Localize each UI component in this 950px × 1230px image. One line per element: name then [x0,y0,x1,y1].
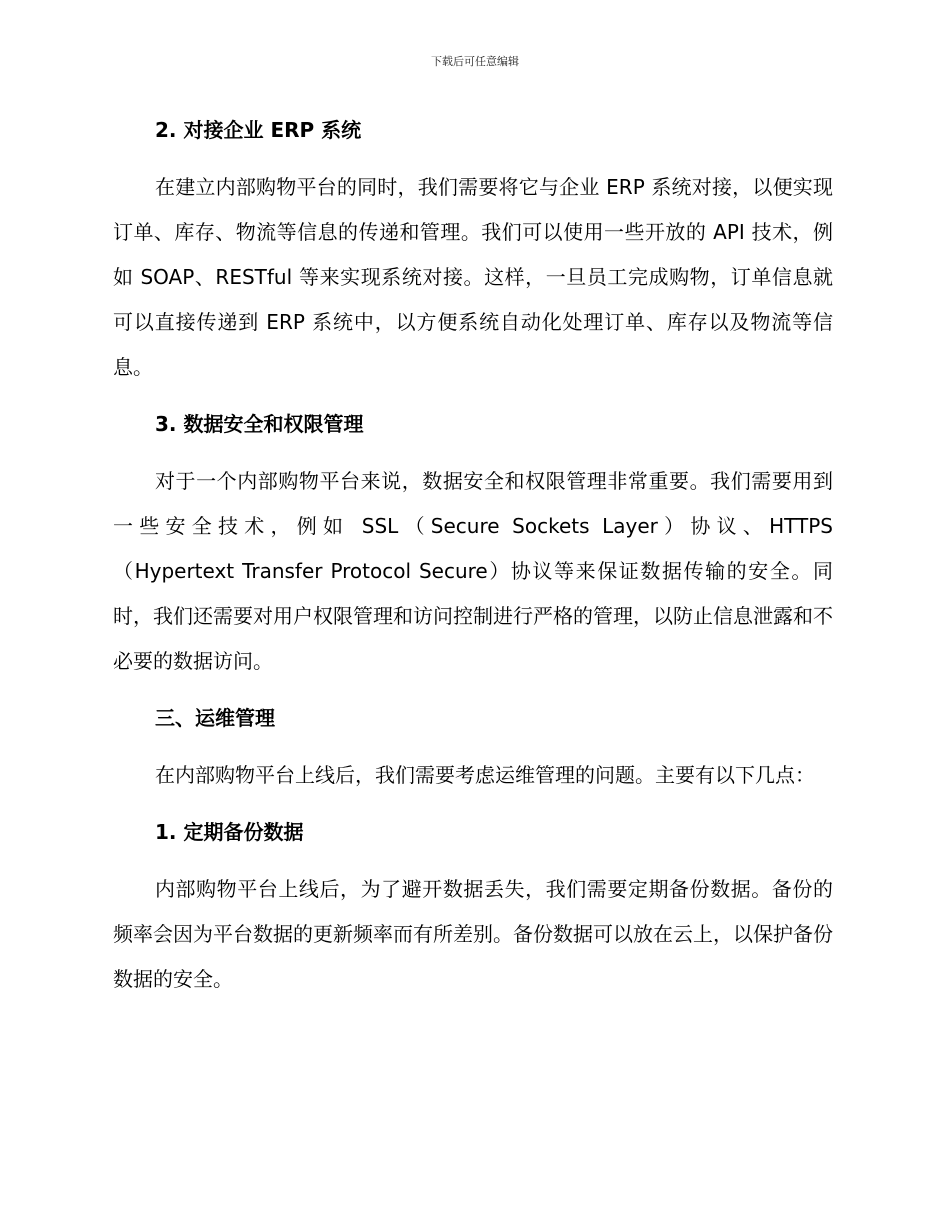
section-heading-operations: 三、运维管理 [155,706,275,730]
section-paragraph-erp: 在建立内部购物平台的同时，我们需要将它与企业 ERP 系统对接，以便实现订单、库存、物流等信息的传递和管理。我们可以使用一些开放的 API 技术，例如 SOAP、RESTful 等来实现系统对接。这样，一旦员工完成购物，订单信息就可以直接传递到 ERP 系统中，以方便系统自动化处理订单、库存以及物流等信息。 [113,175,833,379]
section-paragraph-operations: 在内部购物平台上线后，我们需要考虑运维管理的问题。主要有以下几点： [155,763,815,787]
section-paragraph-security: 对于一个内部购物平台来说，数据安全和权限管理非常重要。我们需要用到一些安全技术，例如 SSL（Secure Sockets Layer）协议、HTTPS（Hypertext Transfer Protocol Secure）协议等来保证数据传输的安全。同时，我们还需要对用户权限管理和访问控制进行严格的管理，以防止信息泄露和不必要的数据访问。 [113,469,833,673]
section-heading-erp: 2. 对接企业 ERP 系统 [155,118,362,142]
page-header-note: 下载后可任意编辑 [431,55,519,68]
section-heading-backup: 1. 定期备份数据 [155,820,304,844]
document-body [113,108,833,1002]
section-heading-security: 3. 数据安全和权限管理 [155,412,364,436]
section-paragraph-backup: 内部购物平台上线后，为了避开数据丢失，我们需要定期备份数据。备份的频率会因为平台数据的更新频率而有所差别。备份数据可以放在云上，以保护备份数据的安全。 [113,877,833,991]
